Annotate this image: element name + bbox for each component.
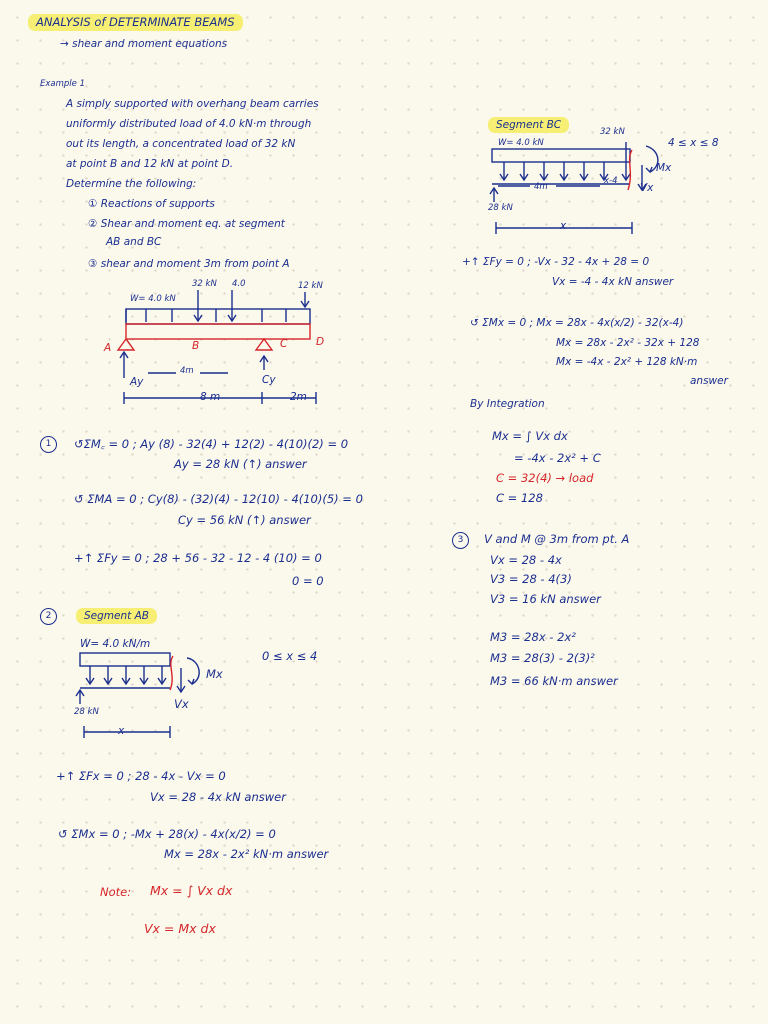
answer: Ay = 28 kN (↑) answer [174,457,307,471]
answer: 0 = 0 [292,574,324,588]
part-3-number [452,532,469,549]
dim-4m: 4m [534,182,548,192]
point-b: B [192,340,200,352]
x-label: x [560,220,567,232]
equation: +↑ ΣFy = 0 ; -Vx - 32 - 4x + 28 = 0 [462,256,650,268]
part-1-circle: 1 [40,436,57,453]
point-d: D [316,336,325,348]
answer: Vx = 28 - 4x kN answer [150,790,286,804]
shear-label: Vx [174,697,189,711]
x-label: x [118,725,125,737]
segment-bc-label: Segment BC [488,117,569,133]
part-3-title: V and M @ 3m from pt. A [484,532,630,546]
answer: V3 = 16 kN answer [490,592,601,606]
equation: = -4x - 2x² + C [514,451,601,465]
answer: Vx = -4 - 4x kN answer [552,276,674,288]
task-item: ② Shear and moment eq. at segment [88,218,285,230]
note-formula: Mx = ∫ Vx dx [150,883,233,898]
answer: Mx = 28x - 2x² kN·m answer [164,847,329,861]
range-label: 0 ≤ x ≤ 4 [262,649,318,663]
part-3-circle: 3 [452,532,469,549]
reaction-cy: Cy [262,374,276,386]
load-label: 32 kN [600,127,625,137]
answer-tag: answer [690,375,728,387]
equation: Vx = 28 - 4x [490,553,562,567]
problem-line: uniformly distributed load of 4.0 kN·m through [66,118,312,130]
example-label: Example 1 [40,79,85,89]
equation: +↑ ΣFx = 0 ; 28 - 4x - Vx = 0 [56,769,226,783]
page-subtitle: → shear and moment equations [60,38,228,50]
equation: M3 = 28(3) - 2(3)² [490,651,595,665]
moment-label: Mx [656,162,672,174]
point-a: A [104,342,112,354]
reaction-label: 28 kN [74,707,99,717]
task-item: AB and BC [106,236,162,248]
equation: Mx = 28x - 2x² - 32x + 128 [556,337,700,349]
dim-x4: x-4 [604,176,618,186]
equation: ↺ ΣMA = 0 ; Cy(8) - (32)(4) - 12(10) - 4(10)(5) = 0 [74,492,363,506]
udl-label: W= 4.0 kN/m [80,638,151,650]
problem-line: out its length, a concentrated load of 32 kN [66,138,296,150]
udl-label: W= 4.0 kN [130,294,176,304]
integration-label: By Integration [470,398,545,410]
problem-line: A simply supported with overhang beam carries [66,98,319,110]
load-32-label: 32 kN [192,279,217,289]
shear-label: Vx [640,182,654,194]
reaction-label: 28 kN [488,203,513,213]
load-12-label: 12 kN [298,281,323,291]
dim-4m: 4m [180,366,194,376]
equation: +↑ ΣFy = 0 ; 28 + 56 - 32 - 12 - 4 (10) = 0 [74,551,322,565]
note-formula: Vx = Mx dx [144,921,216,936]
udl-label: W= 4.0 kN [498,138,544,148]
moment-label: Mx [206,667,223,681]
equation: Mx = ∫ Vx dx [492,429,568,443]
page-title: ANALYSIS of DETERMINATE BEAMS [28,14,243,31]
dim-8m: 8 m [200,391,221,403]
equation: ↺ ΣMx = 0 ; Mx = 28x - 4x(x/2) - 32(x-4) [470,317,684,329]
segment-ab-label: Segment AB [76,608,157,624]
problem-line: Determine the following: [66,178,197,190]
problem-line: at point B and 12 kN at point D. [66,158,234,170]
point-c: C [280,338,288,350]
task-item: ① Reactions of supports [88,198,215,210]
equation: ↺ΣM꜀ = 0 ; Ay (8) - 32(4) + 12(2) - 4(10)(2) = 0 [74,437,349,451]
equation: ↺ ΣMx = 0 ; -Mx + 28(x) - 4x(x/2) = 0 [58,827,276,841]
answer: Mx = -4x - 2x² + 128 kN·m [556,356,698,368]
equation: M3 = 28x - 2x² [490,630,576,644]
reaction-ay: Ay [130,376,144,388]
equation: C = 128 [496,491,543,505]
dim-2m: 2m [290,391,307,403]
answer: M3 = 66 kN·m answer [490,674,618,688]
answer: Cy = 56 kN (↑) answer [178,513,311,527]
task-item: ③ shear and moment 3m from point A [88,258,290,270]
note-label: Note: [100,885,132,899]
load-40-label: 4.0 [232,279,246,289]
equation: C = 32(4) → load [496,471,594,485]
equation: V3 = 28 - 4(3) [490,572,572,586]
range-label: 4 ≤ x ≤ 8 [668,137,719,149]
part-2-circle: 2 [40,608,57,625]
